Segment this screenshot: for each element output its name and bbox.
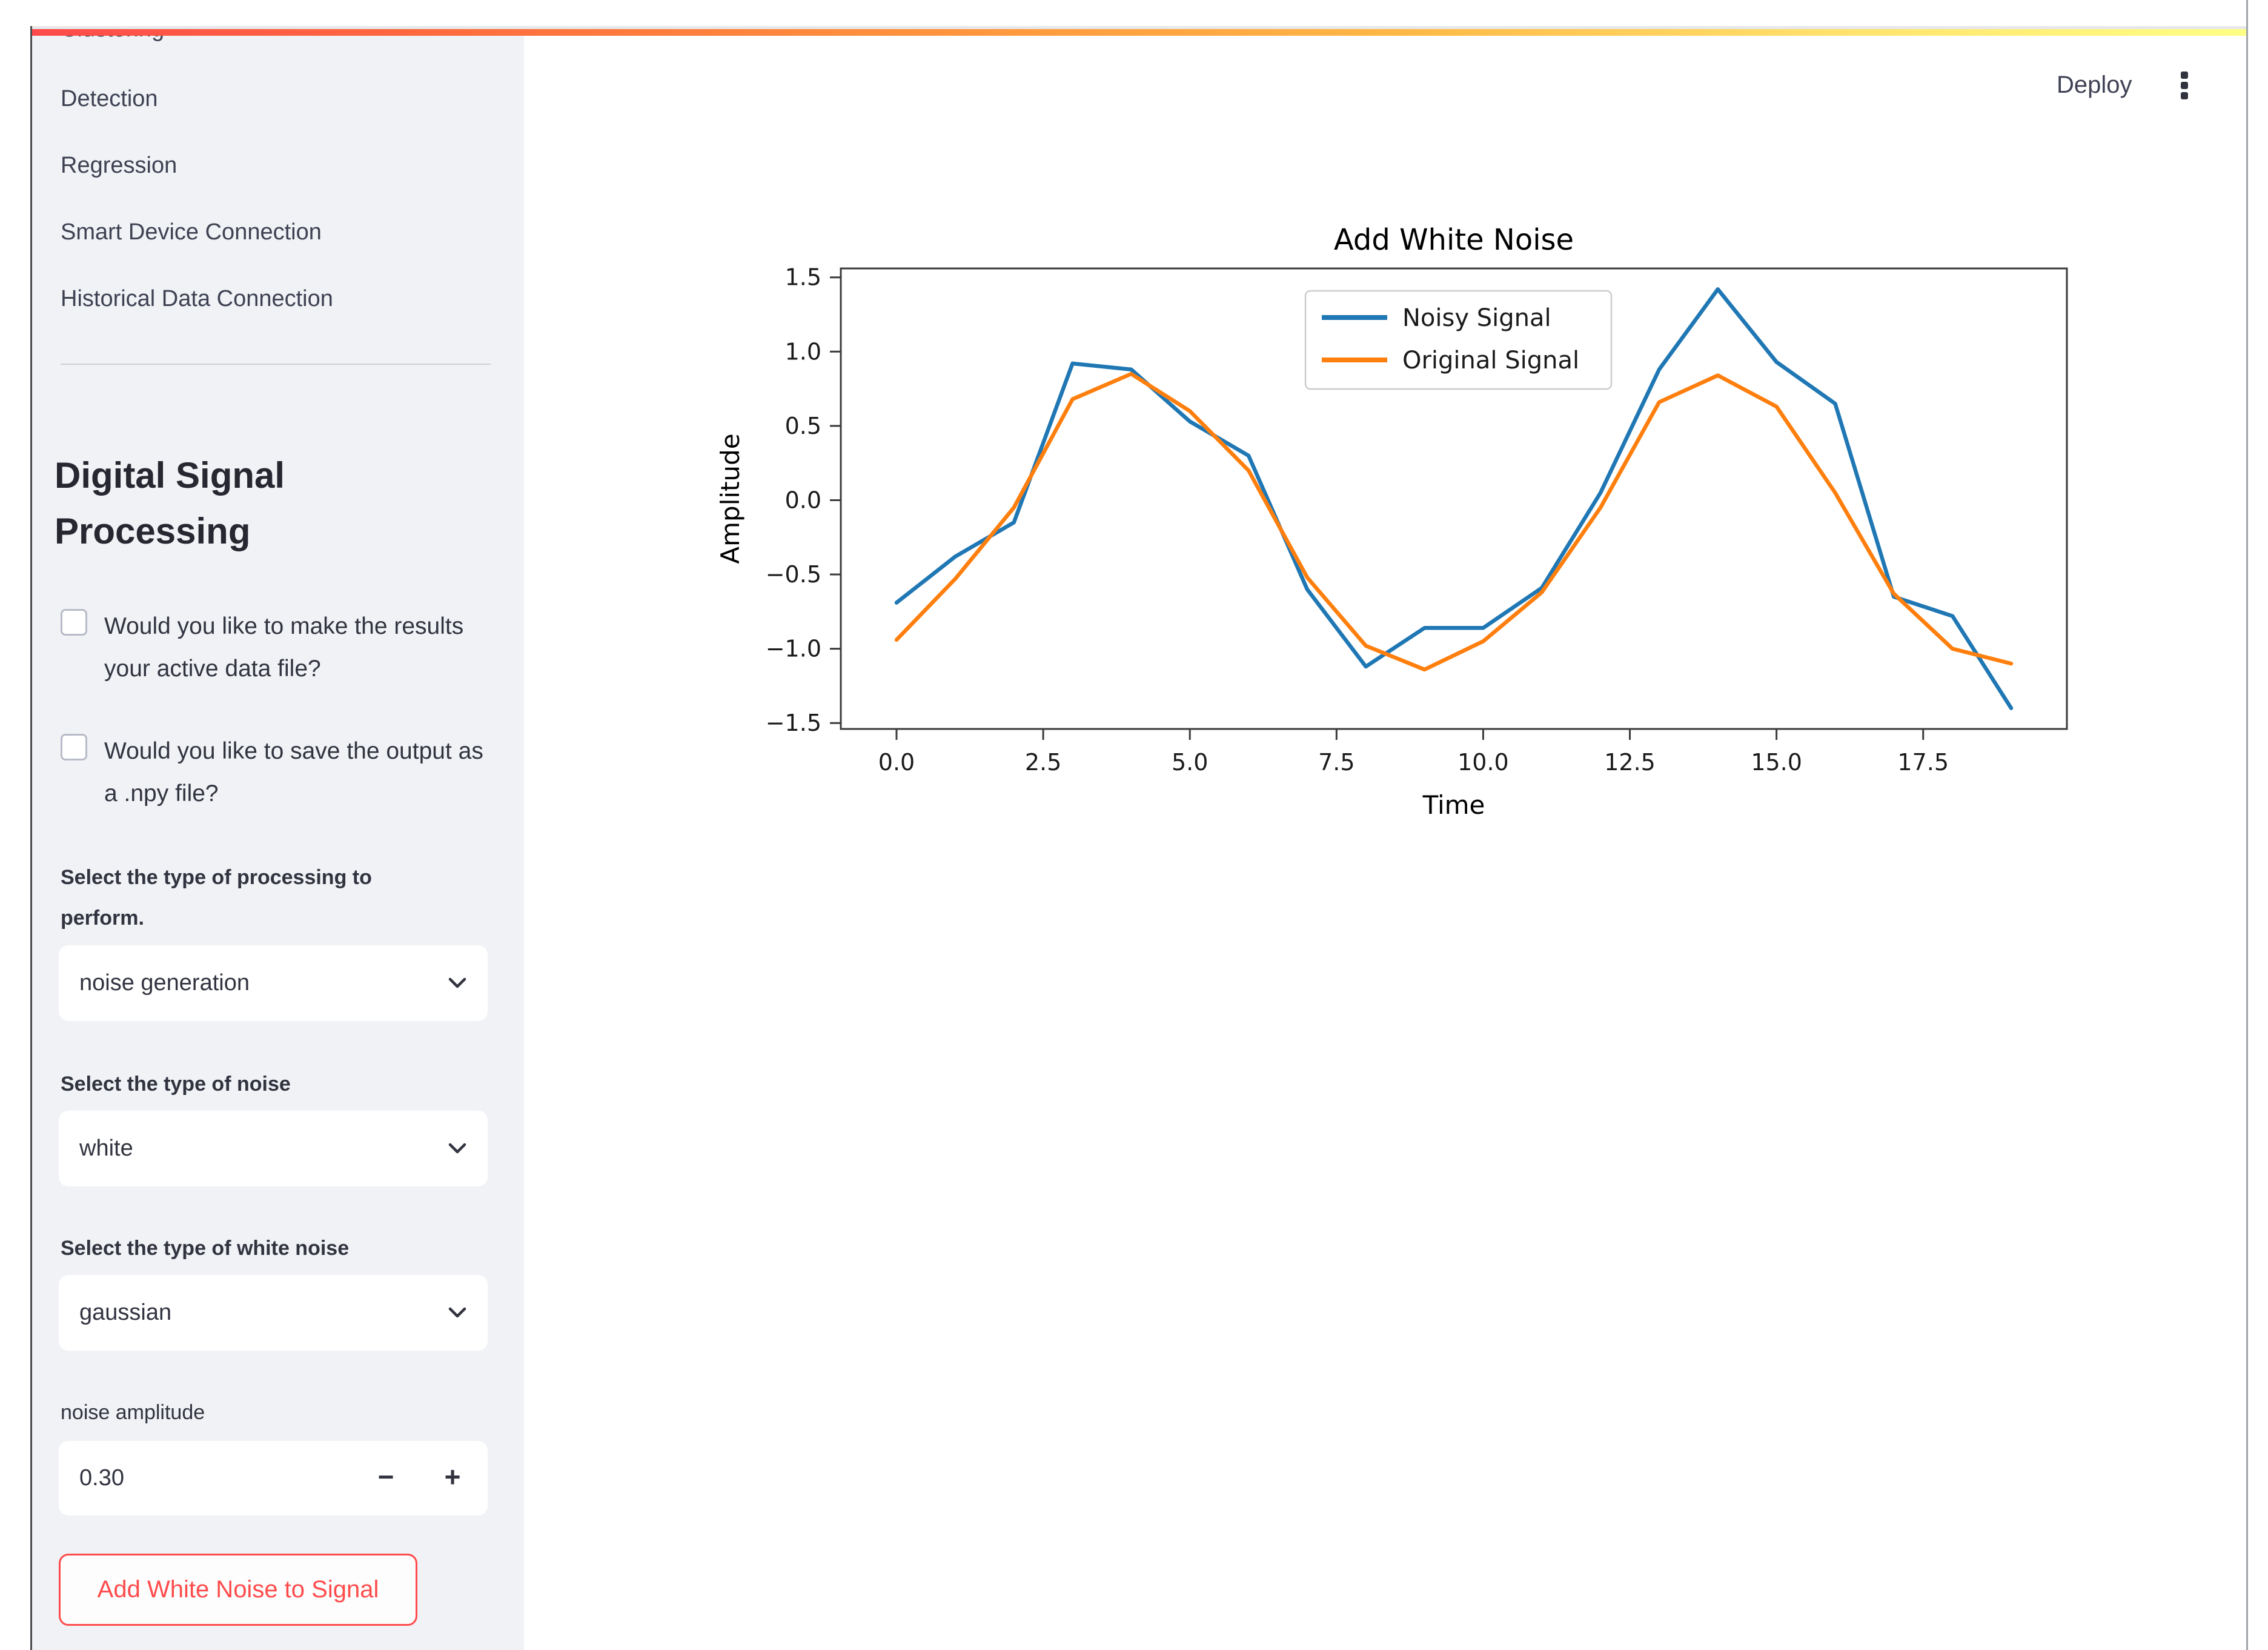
deploy-button[interactable]: Deploy (2057, 72, 2132, 98)
y-tick-label: 1.5 (784, 264, 821, 291)
white-noise-type-value: gaussian (79, 1300, 172, 1325)
kebab-menu-icon[interactable] (2171, 65, 2198, 108)
noise-type-label: Select the type of noise (61, 1073, 291, 1096)
white-noise-type-label: Select the type of white noise (61, 1237, 350, 1260)
noise-type-value: white (79, 1136, 133, 1161)
decrement-button[interactable]: − (377, 1461, 394, 1492)
add-white-noise-button[interactable]: Add White Noise to Signal (59, 1554, 417, 1626)
noise-type-select[interactable] (59, 1111, 488, 1186)
sidebar (31, 27, 524, 1650)
x-tick-label: 15.0 (1751, 749, 1802, 776)
sidebar-item-detection[interactable]: Detection (61, 86, 158, 111)
chart-title: Add White Noise (1333, 223, 1574, 257)
window-left-border (30, 26, 32, 1650)
sidebar-item-regression[interactable]: Regression (61, 153, 177, 178)
y-tick-label: −1.5 (765, 710, 821, 737)
x-tick-label: 7.5 (1318, 749, 1355, 776)
chart-figure (697, 212, 2120, 848)
x-tick-label: 10.0 (1457, 749, 1509, 776)
series-line-1 (897, 374, 2011, 670)
checkbox-active-data-file-label: Would you like to make the results your active data file? (104, 613, 464, 682)
y-axis-label: Amplitude (715, 433, 745, 564)
processing-type-select[interactable] (59, 945, 488, 1021)
checkbox-save-npy[interactable] (61, 734, 87, 760)
processing-type-label: Select the type of processing to perform. (61, 866, 372, 930)
y-tick-label: −1.0 (765, 635, 821, 662)
y-tick-label: 0.5 (784, 412, 821, 439)
running-status-gradient-bar (31, 29, 2249, 36)
white-noise-type-select[interactable] (59, 1275, 488, 1351)
checkbox-active-data-file[interactable] (61, 609, 87, 636)
sidebar-item-historical-data-connection[interactable]: Historical Data Connection (61, 286, 333, 311)
increment-button[interactable]: + (444, 1461, 461, 1492)
sidebar-divider (61, 364, 491, 365)
chevron-down-icon (445, 972, 469, 994)
chevron-down-icon (445, 1137, 469, 1159)
noise-amplitude-label: noise amplitude (61, 1401, 205, 1424)
noise-amplitude-input[interactable] (59, 1441, 488, 1515)
x-tick-label: 17.5 (1897, 749, 1949, 776)
x-axis-label: Time (1422, 790, 1485, 820)
noise-amplitude-value: 0.30 (79, 1465, 124, 1491)
processing-type-value: noise generation (79, 970, 250, 996)
legend-label-1: Original Signal (1402, 347, 1580, 374)
y-tick-label: −0.5 (765, 561, 821, 588)
sidebar-item-smart-device-connection[interactable]: Smart Device Connection (61, 219, 322, 245)
scrollbar-border (2246, 0, 2248, 1650)
x-tick-label: 5.0 (1171, 749, 1209, 776)
chart-svg (697, 212, 2120, 848)
y-tick-label: 0.0 (784, 487, 821, 514)
legend-label-0: Noisy Signal (1402, 304, 1551, 332)
window-top-margin (0, 0, 2268, 26)
page-title: Digital Signal Processing (55, 455, 285, 551)
x-tick-label: 12.5 (1604, 749, 1656, 776)
x-tick-label: 2.5 (1024, 749, 1062, 776)
y-tick-label: 1.0 (784, 338, 821, 365)
chevron-down-icon (445, 1302, 469, 1323)
x-tick-label: 0.0 (878, 749, 915, 776)
checkbox-save-npy-label: Would you like to save the output as a .npy file? (104, 738, 483, 807)
scrollbar-track[interactable] (2248, 0, 2268, 1650)
